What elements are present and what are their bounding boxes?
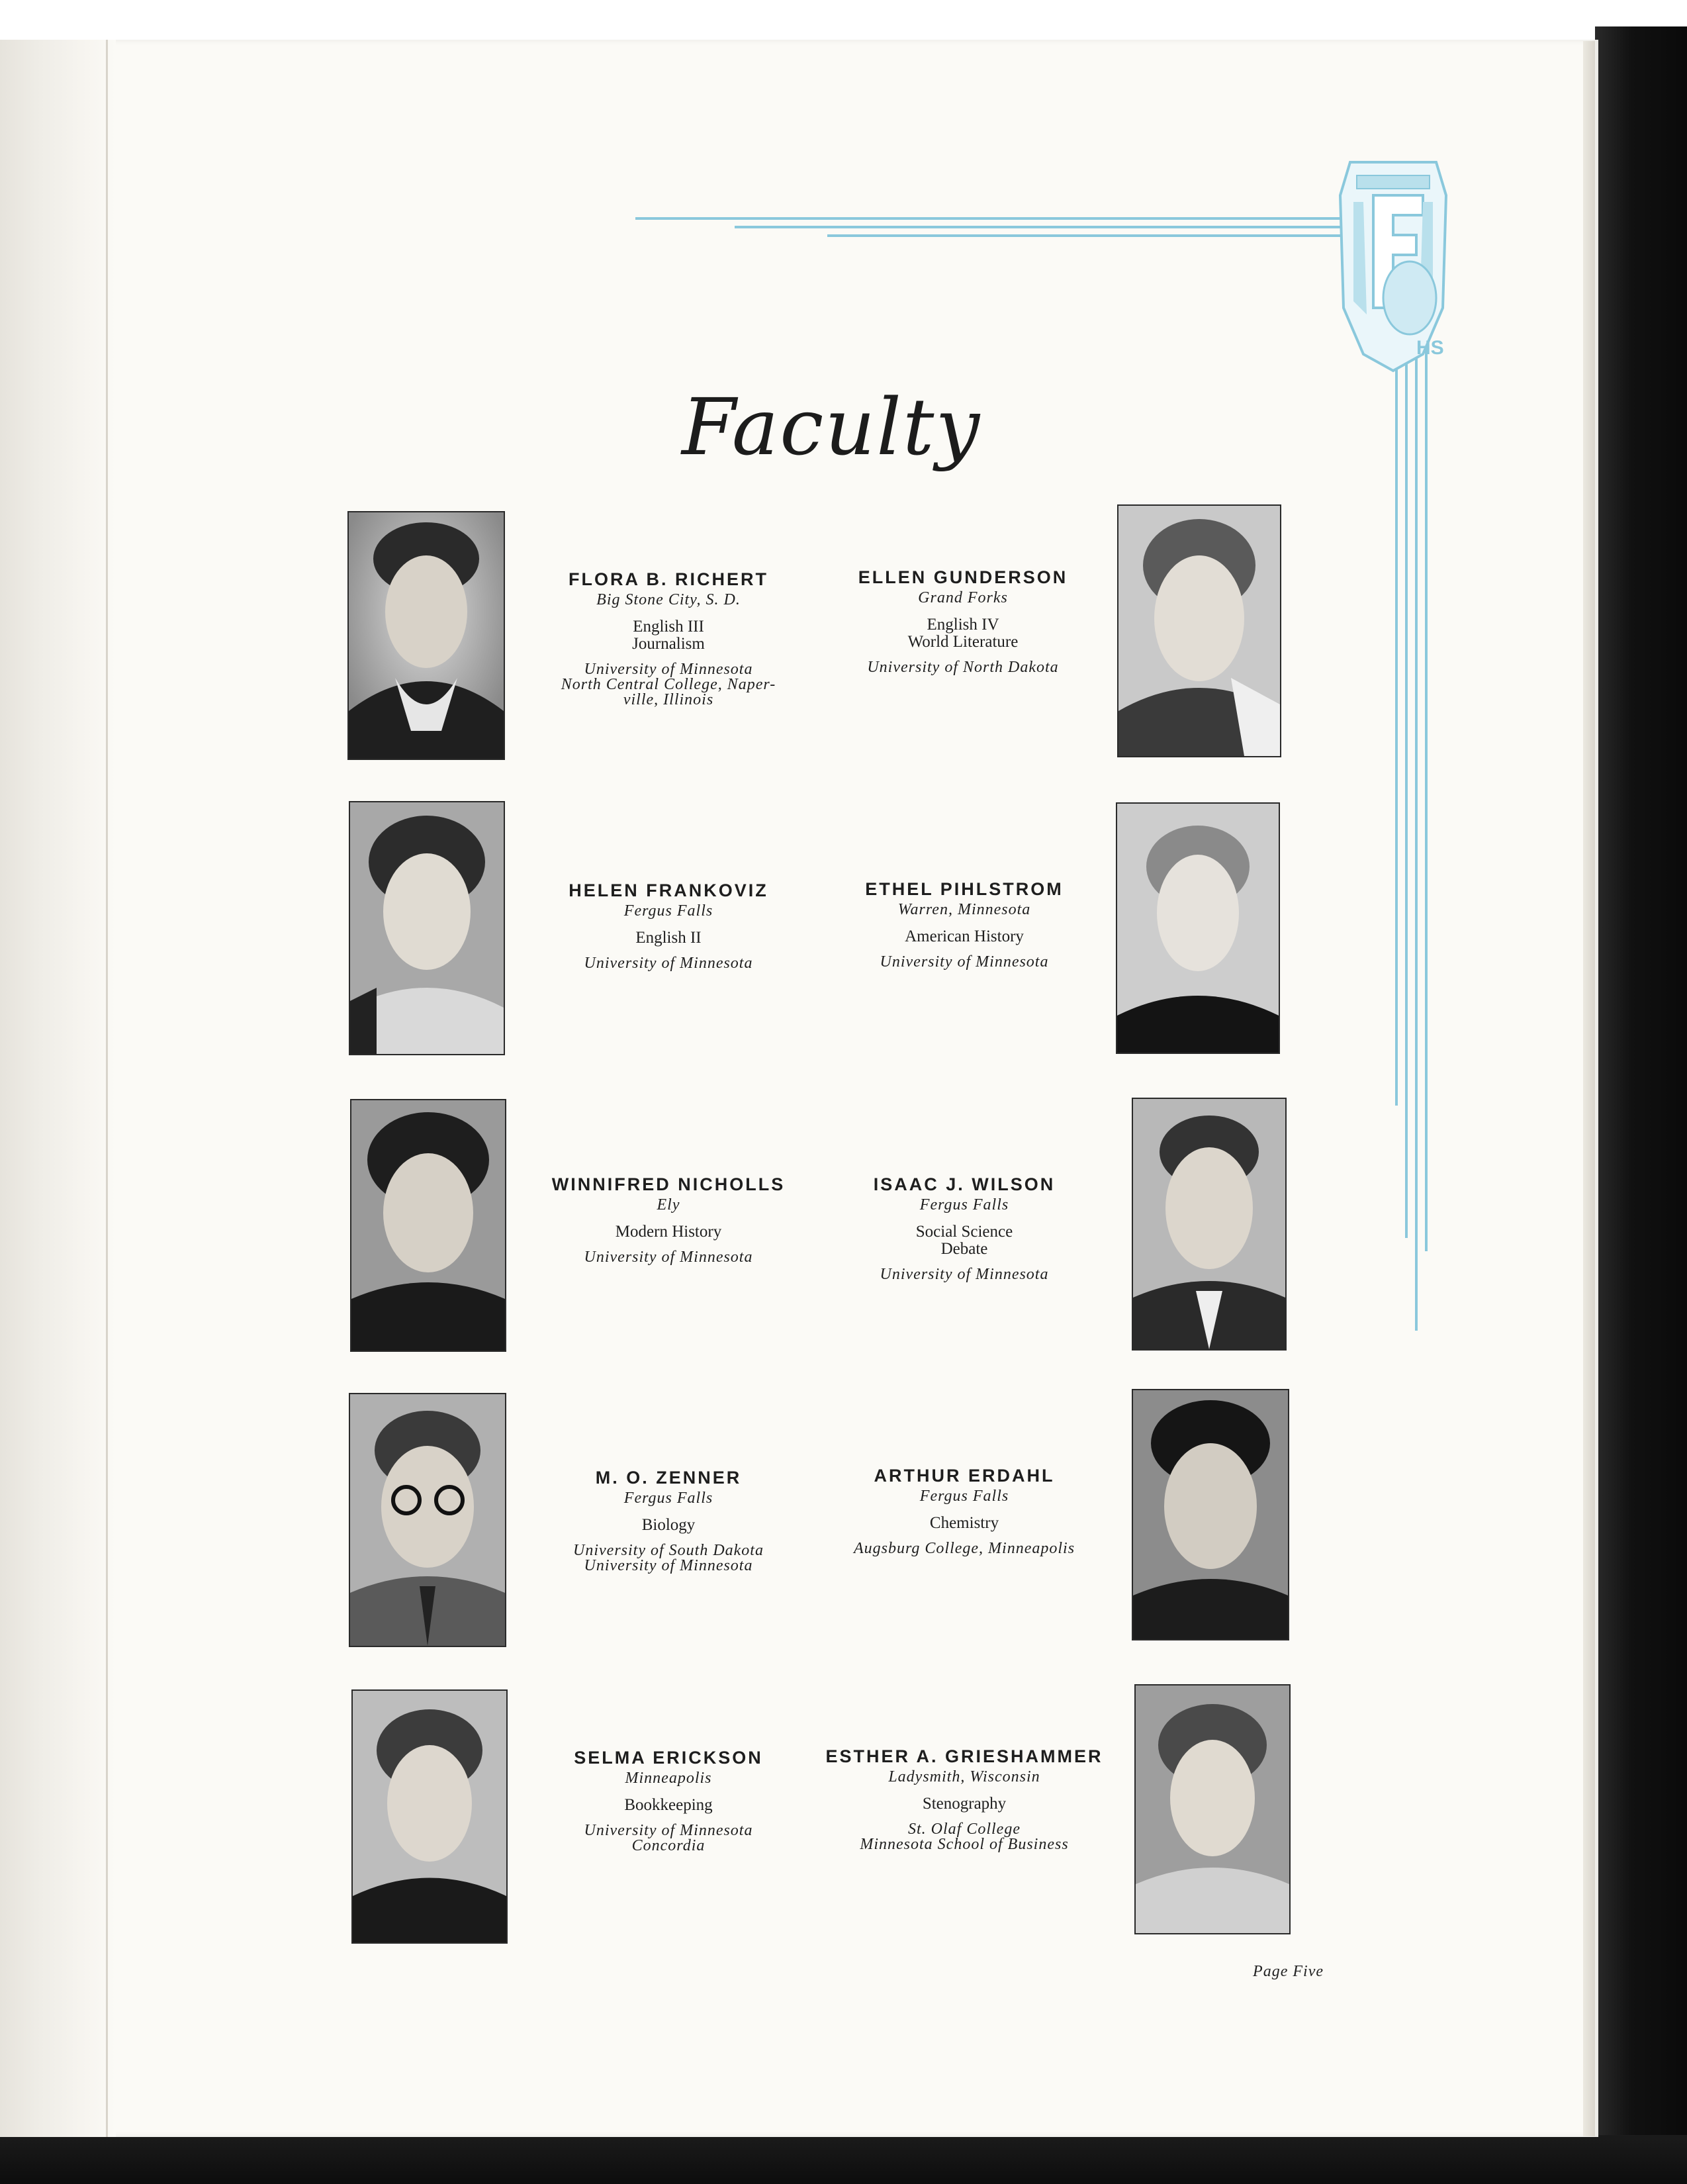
faculty-subject: Modern History bbox=[615, 1223, 722, 1241]
faculty-name: WINNIFRED NICHOLLS bbox=[551, 1174, 786, 1194]
faculty-school: ville, Illinois bbox=[623, 691, 714, 708]
faculty-photo-nicholls bbox=[350, 1099, 506, 1352]
deco-vline-3 bbox=[1415, 344, 1418, 1331]
page-gutter bbox=[0, 40, 116, 2137]
faculty-entry-pihlstrom bbox=[819, 878, 1110, 970]
faculty-subject: Bookkeeping bbox=[624, 1796, 713, 1814]
page-number: Page Five bbox=[1253, 1963, 1324, 1980]
faculty-school: St. Olaf College bbox=[908, 1821, 1021, 1838]
faculty-name: HELEN FRANKOVIZ bbox=[569, 880, 768, 900]
faculty-subject: English IV bbox=[927, 616, 999, 634]
faculty-hometown: Ely bbox=[657, 1196, 680, 1213]
faculty-photo-richert bbox=[347, 511, 505, 760]
faculty-name: ARTHUR ERDAHL bbox=[874, 1466, 1055, 1486]
faculty-subject: American History bbox=[905, 927, 1024, 945]
deco-line-1 bbox=[635, 217, 1357, 220]
faculty-name: SELMA ERICKSON bbox=[574, 1748, 763, 1768]
school-emblem bbox=[1337, 156, 1449, 374]
faculty-hometown: Ladysmith, Wisconsin bbox=[888, 1768, 1040, 1785]
faculty-school: University of Minnesota bbox=[584, 1822, 753, 1839]
deco-line-3 bbox=[827, 234, 1370, 237]
faculty-photo-wilson bbox=[1132, 1098, 1287, 1351]
faculty-photo-gunderson bbox=[1117, 504, 1281, 757]
faculty-school: Augsburg College, Minneapolis bbox=[853, 1540, 1075, 1557]
faculty-subject: World Literature bbox=[907, 633, 1019, 651]
page-title: Faculty bbox=[682, 381, 981, 473]
faculty-hometown: Big Stone City, S. D. bbox=[596, 591, 741, 608]
book-cover-edge bbox=[1595, 26, 1687, 2161]
faculty-school: University of Minnesota bbox=[880, 1266, 1049, 1283]
faculty-hometown: Minneapolis bbox=[625, 1770, 712, 1787]
faculty-hometown: Grand Forks bbox=[918, 589, 1008, 606]
faculty-school: University of Minnesota bbox=[584, 955, 753, 972]
faculty-name: M. O. ZENNER bbox=[595, 1468, 742, 1488]
faculty-entry-wilson bbox=[819, 1173, 1110, 1282]
faculty-photo-zenner bbox=[349, 1393, 506, 1647]
deco-vline-2 bbox=[1405, 344, 1408, 1238]
faculty-name: ETHEL PIHLSTROM bbox=[865, 879, 1064, 899]
faculty-entry-nicholls bbox=[523, 1173, 814, 1265]
faculty-school: North Central College, Naper- bbox=[561, 676, 776, 693]
faculty-photo-pihlstrom bbox=[1116, 802, 1280, 1054]
faculty-hometown: Fergus Falls bbox=[919, 1196, 1009, 1213]
faculty-entry-gunderson bbox=[817, 566, 1109, 675]
faculty-school: University of North Dakota bbox=[867, 659, 1059, 676]
faculty-entry-erickson bbox=[523, 1746, 814, 1854]
gutter-fold bbox=[106, 40, 108, 2137]
faculty-name: ISAAC J. WILSON bbox=[873, 1174, 1056, 1194]
faculty-photo-erickson bbox=[351, 1689, 508, 1944]
faculty-hometown: Fergus Falls bbox=[623, 902, 713, 920]
faculty-entry-grieshammer bbox=[819, 1745, 1110, 1852]
faculty-school: University of Minnesota bbox=[880, 953, 1049, 971]
faculty-name: FLORA B. RICHERT bbox=[569, 569, 768, 589]
faculty-subject: Journalism bbox=[632, 635, 705, 653]
faculty-subject: Debate bbox=[940, 1240, 988, 1258]
faculty-hometown: Warren, Minnesota bbox=[897, 901, 1031, 918]
page-edge bbox=[1583, 41, 1595, 2136]
faculty-school: Minnesota School of Business bbox=[860, 1836, 1069, 1853]
deco-line-2 bbox=[735, 226, 1363, 228]
deco-vline-1 bbox=[1395, 344, 1398, 1106]
faculty-name: ELLEN GUNDERSON bbox=[858, 567, 1068, 587]
faculty-school: University of Minnesota bbox=[584, 1557, 753, 1574]
faculty-photo-erdahl bbox=[1132, 1389, 1289, 1640]
faculty-entry-zenner bbox=[523, 1466, 814, 1574]
faculty-hometown: Fergus Falls bbox=[919, 1488, 1009, 1505]
faculty-subject: Stenography bbox=[922, 1795, 1007, 1813]
faculty-subject: Social Science bbox=[915, 1223, 1013, 1241]
faculty-name: ESTHER A. GRIESHAMMER bbox=[825, 1746, 1103, 1766]
faculty-school: University of Minnesota bbox=[584, 1249, 753, 1266]
faculty-school: University of Minnesota bbox=[584, 661, 753, 678]
faculty-entry-frankoviz bbox=[523, 879, 814, 971]
faculty-entry-richert bbox=[523, 568, 814, 708]
faculty-subject: English III bbox=[633, 618, 704, 636]
emblem-initials: HS bbox=[1416, 337, 1444, 359]
faculty-photo-frankoviz bbox=[349, 801, 505, 1055]
deco-vline-4 bbox=[1425, 344, 1428, 1251]
faculty-subject: Biology bbox=[641, 1516, 696, 1534]
faculty-photo-grieshammer bbox=[1134, 1684, 1291, 1934]
faculty-entry-erdahl bbox=[819, 1464, 1110, 1556]
faculty-hometown: Fergus Falls bbox=[623, 1490, 713, 1507]
faculty-school: University of South Dakota bbox=[573, 1542, 764, 1559]
faculty-subject: Chemistry bbox=[929, 1514, 999, 1532]
faculty-school: Concordia bbox=[631, 1837, 706, 1854]
faculty-subject: English II bbox=[635, 929, 702, 947]
book-cover-bottom bbox=[0, 2135, 1687, 2184]
